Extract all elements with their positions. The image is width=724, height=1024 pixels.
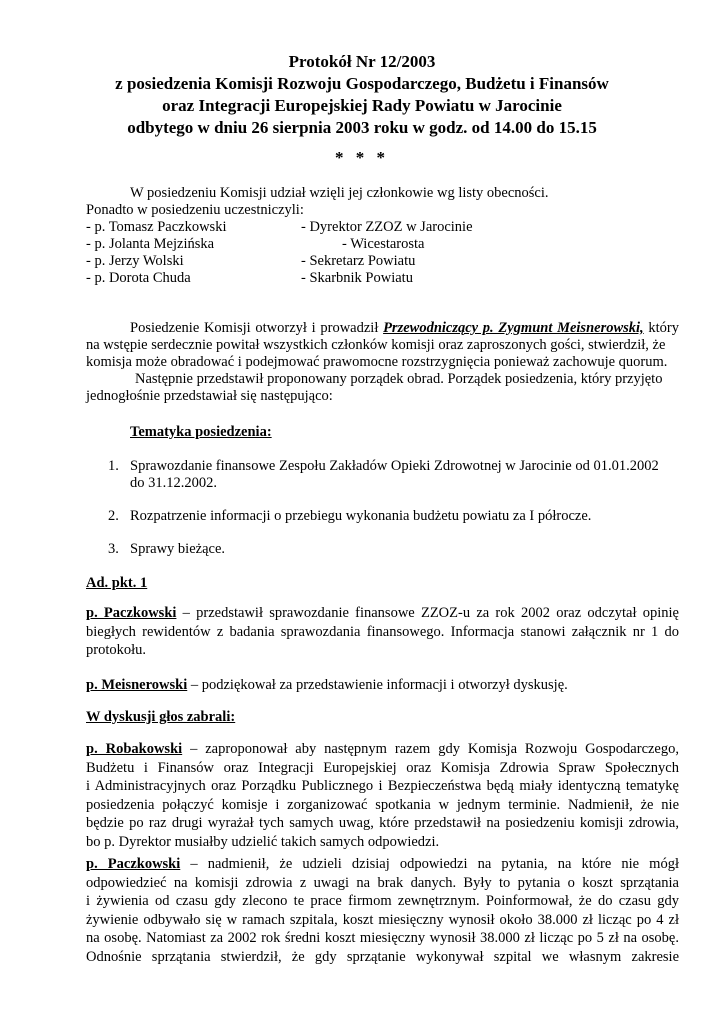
agenda-item: do 31.12.2002. — [130, 475, 217, 491]
participant-name: - p. Jerzy Wolski — [86, 253, 184, 269]
chairman-name: Przewodniczący p. Zygmunt Meisnerowski, — [383, 320, 644, 336]
paragraph-paczkowski-2: p. Paczkowski – nadmienił, że udzieli dzisiaj odpowiedzi na pytania, na które nie mógł odpowiedzieć na komisji zdrowia z uwagi na brak danych. Były to pytania o koszt sprzątania i żywienia od czasu gdy zlecono te prace firmom zewnętrznym. Poinformował, że do czasu gdy żywienie odbywało się w ramach szpitala, koszt miesięczny wynosił około 38.000 zł licząc po 4 zł na osobę. Natomiast za 2002 rok średni koszt miesięczny wynosił 38.000 zł licząc po 5 zł na osobę. Odnośnie sprzątania stwierdził, że gdy sprzątanie wykonywał szpital we własnym zakresie — [86, 856, 679, 965]
opening-line: Posiedzenie Komisji otworzył i prowadził Przewodniczący p. Zygmunt Meisnerowski, który — [130, 320, 679, 336]
title-line: oraz Integracji Europejskiej Rady Powiatu w Jarocinie — [162, 96, 562, 115]
section-heading: Ad. pkt. 1 — [86, 575, 148, 591]
document-title — [60, 51, 664, 139]
agenda-heading: Tematyka posiedzenia: — [130, 424, 272, 440]
participant-role: - Dyrektor ZZOZ w Jarocinie — [301, 219, 473, 235]
participant-role: - Skarbnik Powiatu — [301, 270, 413, 286]
speaker-name: p. Robakowski — [86, 741, 183, 757]
separator: * * * — [335, 148, 389, 167]
participant-name: - p. Tomasz Paczkowski — [86, 219, 227, 235]
agenda-number: 1. — [108, 458, 119, 474]
speaker-name: p. Paczkowski — [86, 856, 181, 872]
title-line: odbytego w dniu 26 sierpnia 2003 roku w godz. od 14.00 do 15.15 — [127, 118, 597, 137]
opening-line: Następnie przedstawił proponowany porządek obrad. Porządek posiedzenia, który przyjęto — [135, 371, 663, 387]
opening-line: na wstępie serdecznie powitał wszystkich członków komisji oraz zaproszonych gości, stwierdził, że — [86, 337, 666, 353]
opening-line: komisja może obradować i podejmować prawomocne rozstrzygnięcia ponieważ zachowuje quorum. — [86, 354, 668, 370]
paragraph-robakowski: p. Robakowski – zaproponował aby następnym razem gdy Komisja Rozwoju Gospodarczego, Budżetu i Finansów oraz Integracji Europejskiej oraz Komisja Zdrowia Spraw Społecznych i Administracyjnych oraz Porządku Publicznego i Bezpieczeństwa będą miały identyczną tematykę posiedzenia połączyć komisje i zorganizować spotkania w jednym terminie. Nadmienił, że nie będzie po raz drugi wyrażał tych samych uwag, które przedstawił na posiedzeniu komisji zdrowia, bo p. Dyrektor musiałby udzielić takich samych odpowiedzi. — [86, 741, 679, 850]
participant-name: - p. Jolanta Mejzińska — [86, 236, 215, 252]
attendance-intro: W posiedzeniu Komisji udział wzięli jej członkowie wg listy obecności. — [130, 185, 549, 201]
agenda-item: Rozpatrzenie informacji o przebiegu wykonania budżetu powiatu za I półrocze. — [130, 508, 592, 524]
attendance-also: Ponadto w posiedzeniu uczestniczyli: — [86, 202, 304, 218]
participant-name: - p. Dorota Chuda — [86, 270, 191, 286]
participant-role: - Wicestarosta — [342, 236, 425, 252]
opening-line: jednogłośnie przedstawiał się następująco: — [86, 388, 333, 404]
title-line: Protokół Nr 12/2003 — [288, 52, 436, 71]
agenda-number: 3. — [108, 541, 119, 557]
paragraph-meisnerowski: p. Meisnerowski – podziękował za przedstawienie informacji i otworzył dyskusję. — [86, 677, 568, 693]
discussion-heading: W dyskusji głos zabrali: — [86, 709, 236, 725]
agenda-number: 2. — [108, 508, 119, 524]
speaker-name: p. Paczkowski — [86, 605, 177, 621]
speaker-name: p. Meisnerowski — [86, 677, 188, 693]
participant-role: - Sekretarz Powiatu — [301, 253, 416, 269]
agenda-item: Sprawy bieżące. — [130, 541, 226, 557]
title-line: z posiedzenia Komisji Rozwoju Gospodarczego, Budżetu i Finansów — [115, 74, 609, 93]
agenda-item: Sprawozdanie finansowe Zespołu Zakładów Opieki Zdrowotnej w Jarocinie od 01.01.2002 — [130, 458, 659, 474]
paragraph-paczkowski-1: p. Paczkowski – przedstawił sprawozdanie finansowe ZZOZ-u za rok 2002 oraz odczytał opinię biegłych rewidentów z badania sprawozdania finansowego. Informacja stanowi załącznik nr 1 do protokołu. — [86, 605, 679, 659]
